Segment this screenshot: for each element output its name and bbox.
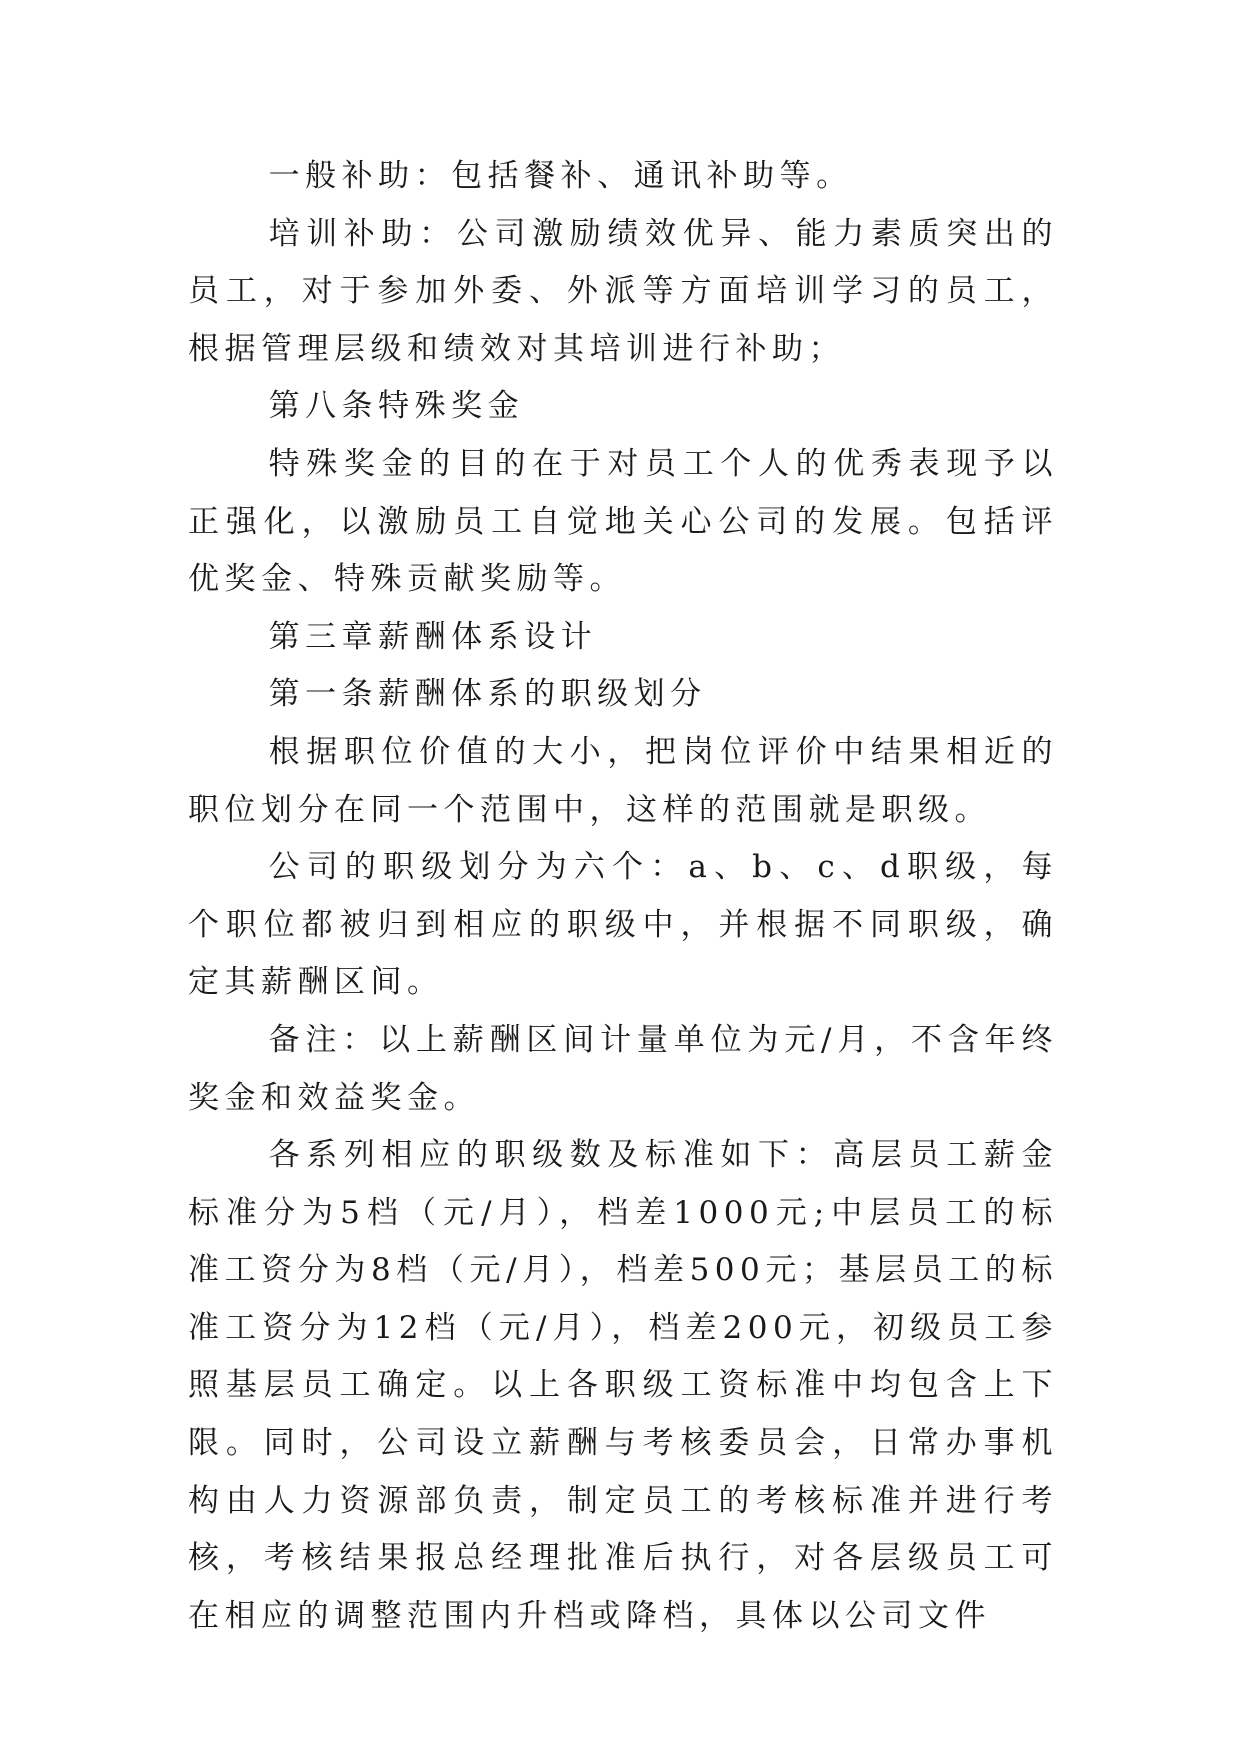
- article-heading-grade-division: 第一条薪酬体系的职级划分: [268, 676, 707, 713]
- paragraph-grade-definition: 根据职位价值的大小，把岗位评价中结果相近的职位划分在同一个范围中，这样的范围就是职级。: [188, 733, 1058, 828]
- paragraph-grade-levels: 公司的职级划分为六个：a、b、c、d职级，每个职位都被归到相应的职级中，并根据不同职级，确定其薪酬区间。: [188, 849, 1058, 1001]
- paragraph-general-subsidy: 一般补助：包括餐补、通讯补助等。: [268, 158, 853, 194]
- paragraph-note: 备注：以上薪酬区间计量单位为元/月，不含年终奖金和效益奖金。: [188, 1021, 1058, 1116]
- paragraph-special-bonus: 特殊奖金的目的在于对员工个人的优秀表现予以正强化，以激励员工自觉地关心公司的发展。包括评优奖金、特殊贡献奖励等。: [188, 445, 1058, 598]
- paragraph-training-subsidy: 培训补助：公司激励绩效优异、能力素质突出的员工，对于参加外委、外派等方面培训学习的员工，根据管理层级和绩效对其培训进行补助；: [188, 215, 1058, 367]
- paragraph-grade-standards: 各系列相应的职级数及标准如下：高层员工薪金标准分为5档（元/月），档差1000元;中层员工的标准工资分为8档（元/月），档差500元；基层员工的标准工资分为12档（元/月），档差200元，初级员工参照基层员工确定。以上各职级工资标准中均包含上下限。同时，公司设立薪酬与考核委员会，日常办事机构由人力资源部负责，制定员工的考核标准并进行考核，考核结果报总经理批准后执行，对各层级员工可在相应的调整范围内升档或降档，具体以公司文件: [188, 1137, 1058, 1634]
- document-body: [188, 148, 1058, 1645]
- chapter-heading-salary-system: 第三章薪酬体系设计: [268, 618, 598, 655]
- article-heading-special-bonus: 第八条特殊奖金: [268, 388, 525, 425]
